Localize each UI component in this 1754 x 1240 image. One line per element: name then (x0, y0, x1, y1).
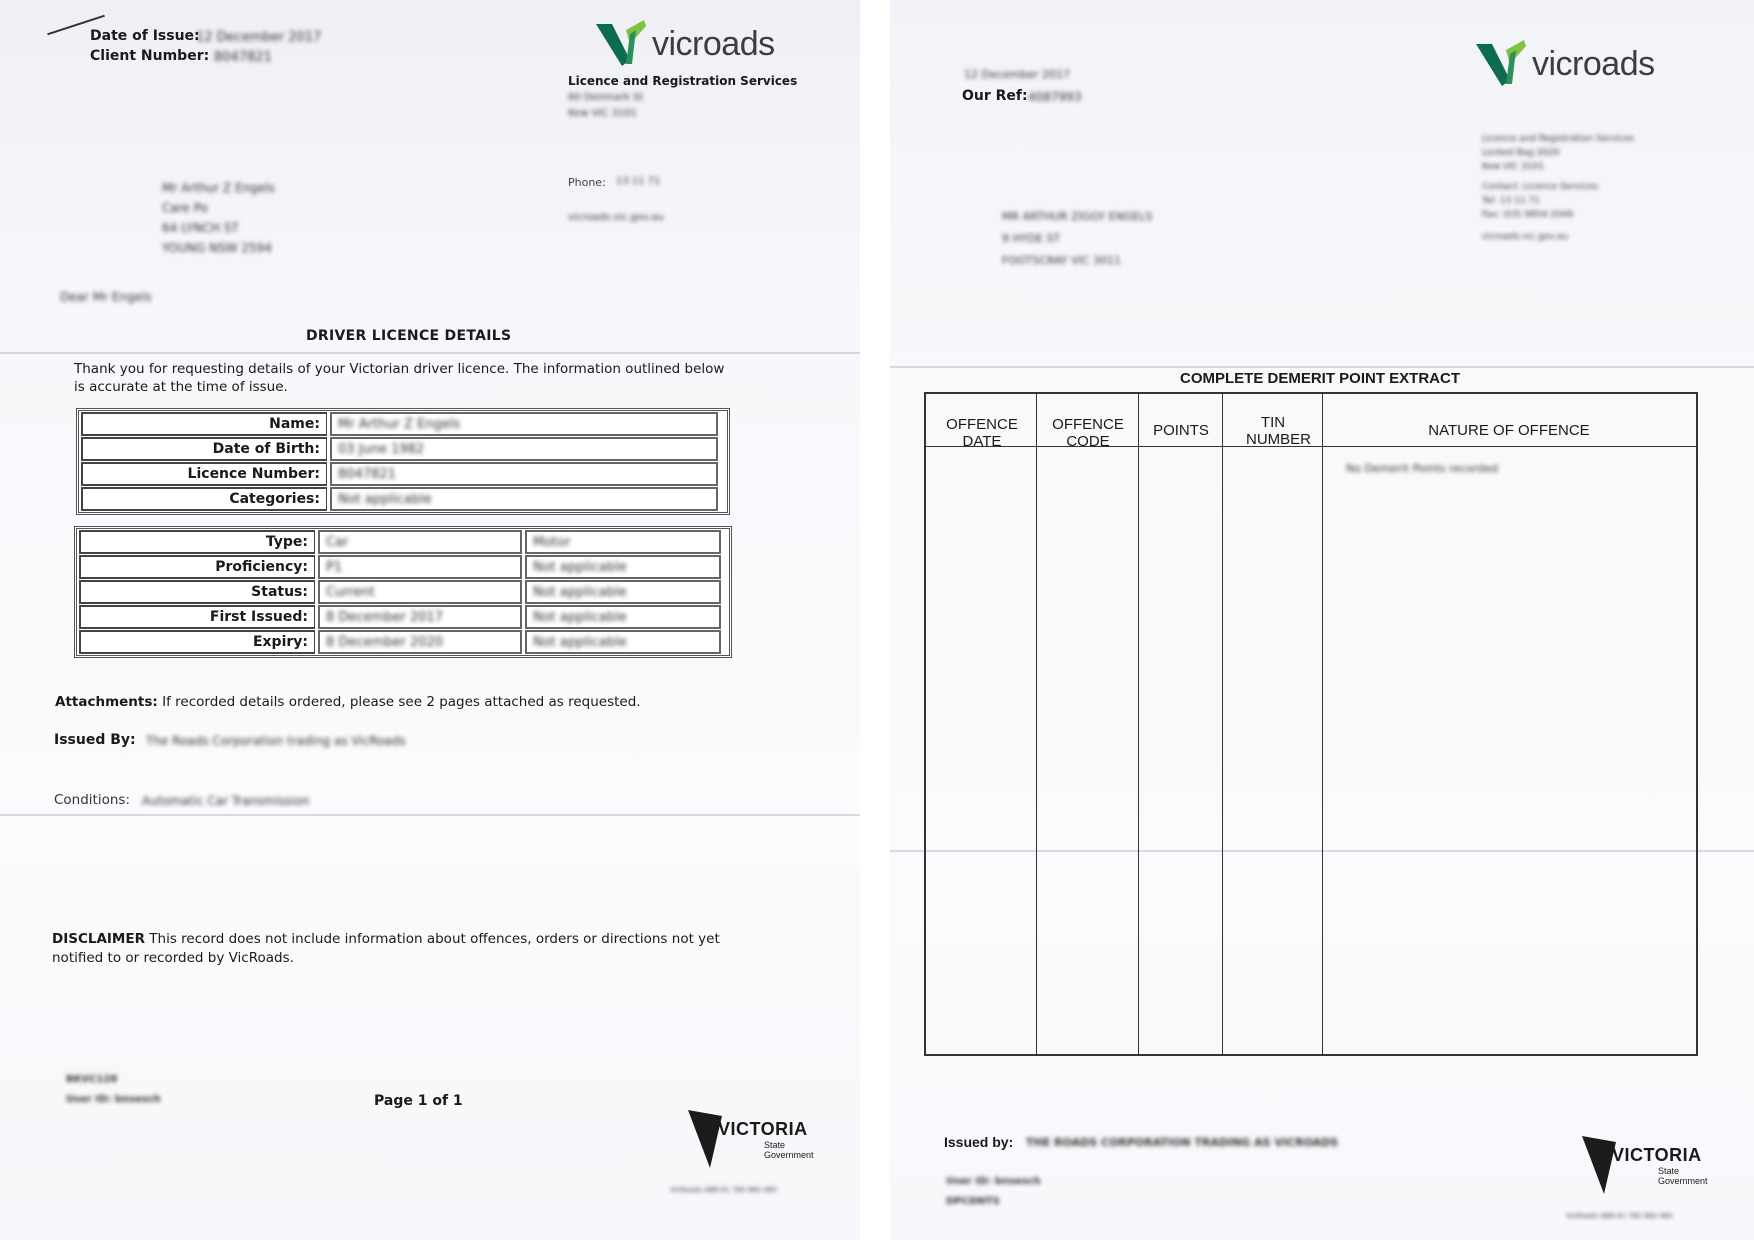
phone-value: 13 11 71 (616, 176, 661, 187)
phone-label: Phone: (568, 176, 606, 189)
licence-number-value (330, 462, 718, 486)
document-title: DRIVER LICENCE DETAILS (306, 328, 512, 344)
dob-value (330, 437, 718, 461)
recipient-line: Care Po (162, 201, 208, 215)
name-label: Name: (81, 412, 327, 436)
expiry-value-2 (525, 630, 721, 654)
categories-value-text: Not applicable (338, 492, 432, 507)
office-line: vicroads.vic.gov.au (1482, 232, 1569, 242)
expiry-value (318, 630, 522, 654)
nature-entry: No Demerit Points recorded (1346, 462, 1498, 475)
office-line: Locked Bag 2020 (1482, 148, 1560, 158)
recipient-line: FOOTSCRAY VIC 3011 (1002, 254, 1122, 267)
victoria-sub1: State (764, 1140, 786, 1150)
footer-reference: VicRoads ABN 61 760 960 480 (670, 1186, 777, 1194)
status-value (318, 580, 522, 604)
issued-by-value: The Roads Corporation trading as VicRoads (146, 734, 406, 748)
attachments-text: If recorded details ordered, please see 2 pages attached as requested. (162, 694, 641, 710)
extract-title: COMPLETE DEMERIT POINT EXTRACT (1180, 370, 1461, 387)
status-value-2 (525, 580, 721, 604)
recipient-line: Mr Arthur Z Engels (162, 181, 275, 195)
paper-fold-line (0, 352, 860, 354)
categories-label: Categories: (81, 487, 327, 511)
name-value-text: Mr Arthur Z Engels (338, 417, 461, 432)
conditions-label: Conditions: (54, 792, 131, 808)
footer-user-id: User ID: bnsesch (66, 1094, 161, 1105)
disclaimer-label: DISCLAIMER (52, 931, 145, 947)
first-issued-label: First Issued: (79, 605, 315, 629)
header-points: POINTS (1153, 422, 1209, 439)
proficiency-label: Proficiency: (79, 555, 315, 579)
footer-user-id: User ID: bnsesch (946, 1176, 1041, 1187)
issued-by-label: Issued By: (54, 732, 136, 748)
first-issued-value (318, 605, 522, 629)
licence-status-table (74, 526, 732, 658)
office-line: Fax: (03) 9854 2049 (1482, 210, 1574, 220)
our-ref-label: Our Ref: (962, 88, 1028, 104)
column-divider (1138, 394, 1139, 1054)
column-divider (1036, 394, 1037, 1054)
table-row (79, 580, 727, 604)
table-row (79, 630, 727, 654)
personal-details-table (76, 408, 730, 515)
victoria-word: VICTORIA (1612, 1145, 1702, 1165)
recipient-line: MR ARTHUR ZIGGY ENGELS (1002, 210, 1153, 223)
client-number-label: Client Number: (90, 48, 210, 64)
vicroads-logo (596, 20, 775, 68)
expiry-label: Expiry: (79, 630, 315, 654)
conditions-value: Automatic Car Transmission (142, 794, 310, 808)
disclaimer-text: This record does not include information about offences, orders or directions not yet notified to or recorded by VicRoads. (52, 931, 720, 966)
letter-date: 12 December 2017 (964, 68, 1071, 81)
column-divider (1322, 394, 1323, 1054)
footer-code: DPCDNTS (946, 1196, 1000, 1207)
table-row (79, 555, 727, 579)
intro-paragraph: Thank you for requesting details of your Victorian driver licence. The information outlined below is accurate at the time of issue. (74, 361, 725, 395)
header-nature-of-offence: NATURE OF OFFENCE (1428, 422, 1590, 439)
recipient-line: YOUNG NSW 2594 (162, 241, 272, 255)
type-value (318, 530, 522, 554)
footer-reference: VicRoads ABN 61 760 960 480 (1566, 1212, 1673, 1220)
type-label: Type: (79, 530, 315, 554)
office-line: Contact: Licence Services (1482, 182, 1598, 192)
victoria-word: VICTORIA (718, 1119, 808, 1139)
victoria-logo (1582, 1136, 1708, 1194)
table-row (79, 605, 727, 629)
attachments-line (55, 694, 641, 710)
vicroads-chevron-icon (1476, 40, 1532, 88)
office-line: Kew VIC 3101 (1482, 162, 1545, 172)
date-of-issue-label: Date of Issue: (90, 28, 200, 44)
status-value-text: Current (326, 585, 375, 600)
expiry-value-text: 8 December 2020 (326, 635, 444, 650)
categories-value (330, 487, 718, 511)
office-website: vicroads.vic.gov.au (568, 212, 664, 223)
victoria-sub1: State (1658, 1166, 1680, 1176)
header-offence-code: OFFENCE CODE (1052, 416, 1124, 450)
licence-details-page (0, 0, 860, 1240)
table-row (81, 412, 725, 436)
office-details (1482, 132, 1634, 244)
proficiency-value-text: P1 (326, 560, 343, 575)
paper-fold-line (0, 814, 860, 816)
vicroads-logo (1476, 40, 1655, 88)
first-issued-value-2-text: Not applicable (533, 610, 627, 625)
table-row (81, 462, 725, 486)
type-value-text: Car (326, 535, 349, 550)
office-address-line1: 60 Denmark St (568, 92, 644, 103)
paper-fold-line (890, 366, 1754, 368)
recipient-address (162, 178, 275, 258)
dob-label: Date of Birth: (81, 437, 327, 461)
status-label: Status: (79, 580, 315, 604)
dob-value-text: 03 June 1982 (338, 442, 425, 457)
victoria-sub2: Government (764, 1150, 814, 1160)
victoria-state-icon (688, 1110, 722, 1168)
our-ref-value: 4087993 (1028, 90, 1082, 104)
header-tin-number: TIN NUMBER (1246, 414, 1312, 448)
recipient-line: 9 HYDE ST (1002, 232, 1061, 245)
disclaimer (52, 930, 742, 968)
attachments-label: Attachments: (55, 694, 158, 710)
victoria-logo (688, 1110, 814, 1168)
recipient-line: 64 LYNCH ST (162, 221, 239, 235)
proficiency-value (318, 555, 522, 579)
licence-number-value-text: 8047821 (338, 467, 396, 482)
licence-number-label: Licence Number: (81, 462, 327, 486)
demerit-points-table (924, 392, 1698, 1056)
table-row (81, 487, 725, 511)
column-divider (1222, 394, 1223, 1054)
issued-by-value: THE ROADS CORPORATION TRADING AS VICROADS (1026, 1136, 1339, 1149)
type-value-2-text: Motor (533, 535, 571, 550)
status-value-2-text: Not applicable (533, 585, 627, 600)
date-of-issue-value: 12 December 2017 (196, 30, 322, 45)
proficiency-value-2-text: Not applicable (533, 560, 627, 575)
type-value-2 (525, 530, 721, 554)
proficiency-value-2 (525, 555, 721, 579)
vicroads-chevron-icon (596, 20, 652, 68)
expiry-value-2-text: Not applicable (533, 635, 627, 650)
first-issued-value-text: 8 December 2017 (326, 610, 444, 625)
name-value (330, 412, 718, 436)
issued-by-label: Issued by: (944, 1134, 1014, 1150)
footer-code: BKVC128 (66, 1074, 118, 1085)
demerit-extract-page (890, 0, 1754, 1240)
first-issued-value-2 (525, 605, 721, 629)
table-row (81, 437, 725, 461)
client-number-value: 8047821 (214, 50, 272, 65)
victoria-sub2: Government (1658, 1176, 1708, 1186)
recipient-address (1002, 206, 1152, 272)
header-offence-date: OFFENCE DATE (946, 416, 1018, 450)
salutation: Dear Mr Engels (60, 290, 152, 304)
vicroads-logo-text: vicroads (652, 24, 775, 63)
table-row (79, 530, 727, 554)
office-line: Licence and Registration Services (1482, 134, 1634, 144)
office-address-line2: Kew VIC 3101 (568, 108, 637, 119)
office-line: Tel: 13 11 71 (1482, 196, 1540, 206)
page-number: Page 1 of 1 (374, 1093, 463, 1109)
victoria-state-icon (1582, 1136, 1616, 1194)
office-name: Licence and Registration Services (568, 74, 798, 88)
victoria-text-block (1612, 1145, 1708, 1186)
vicroads-logo-text: vicroads (1532, 44, 1655, 83)
victoria-text-block (718, 1119, 814, 1160)
